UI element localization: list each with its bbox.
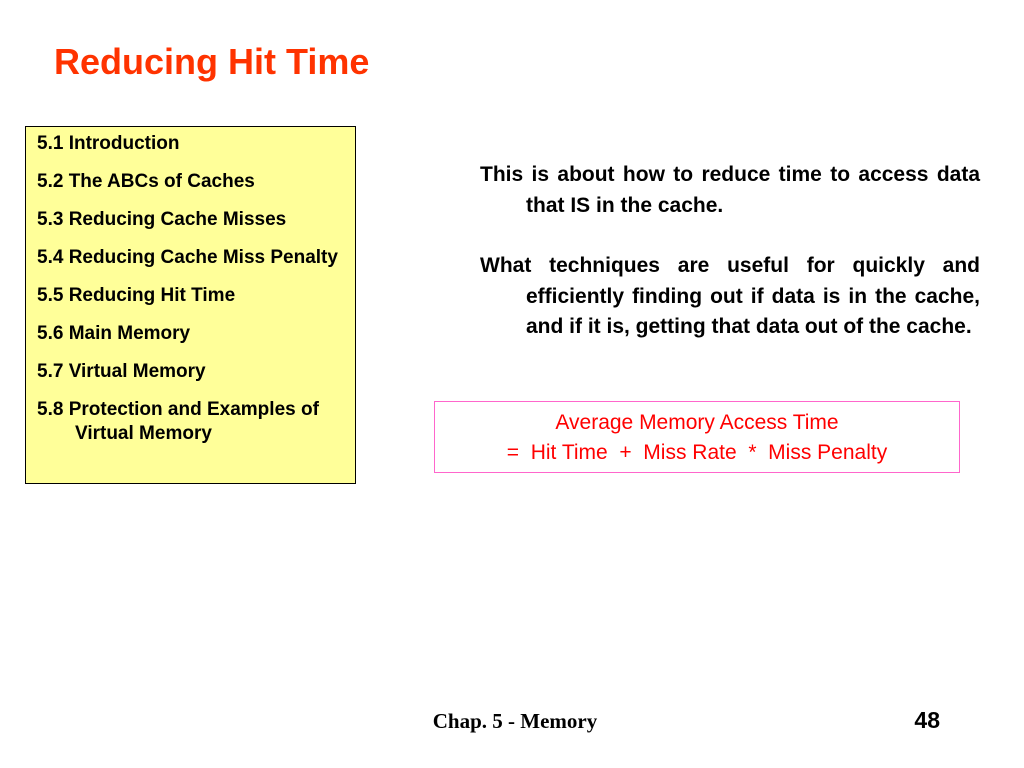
toc-item-5-6: 5.6 Main Memory xyxy=(37,323,191,344)
body-text xyxy=(480,160,980,373)
toc-item-5-5: 5.5 Reducing Hit Time xyxy=(37,285,236,306)
body-paragraph-2: What techniques are useful for quickly and efficiently finding out if data is in the cache, and if it is, getting that data out of the cache. xyxy=(480,254,980,338)
footer-chapter: Chap. 5 - Memory xyxy=(432,709,598,733)
footer-page-number: 48 xyxy=(914,707,940,733)
amat-formula-box xyxy=(434,401,960,473)
table-of-contents xyxy=(25,126,356,484)
toc-item-5-1: 5.1 Introduction xyxy=(37,133,180,154)
body-paragraph-1: This is about how to reduce time to access data that IS in the cache. xyxy=(480,163,980,217)
toc-item-5-3: 5.3 Reducing Cache Misses xyxy=(37,209,287,230)
toc-item-5-2: 5.2 The ABCs of Caches xyxy=(37,171,255,192)
slide-title: Reducing Hit Time xyxy=(54,41,370,82)
formula-line-2: = Hit Time + Miss Rate * Miss Penalty xyxy=(506,441,888,464)
toc-item-5-4: 5.4 Reducing Cache Miss Penalty xyxy=(37,247,338,268)
toc-item-5-8: 5.8 Protection and Examples of Virtual Memory xyxy=(37,399,319,444)
formula-line-1: Average Memory Access Time xyxy=(555,411,839,434)
toc-item-5-7: 5.7 Virtual Memory xyxy=(37,361,206,382)
